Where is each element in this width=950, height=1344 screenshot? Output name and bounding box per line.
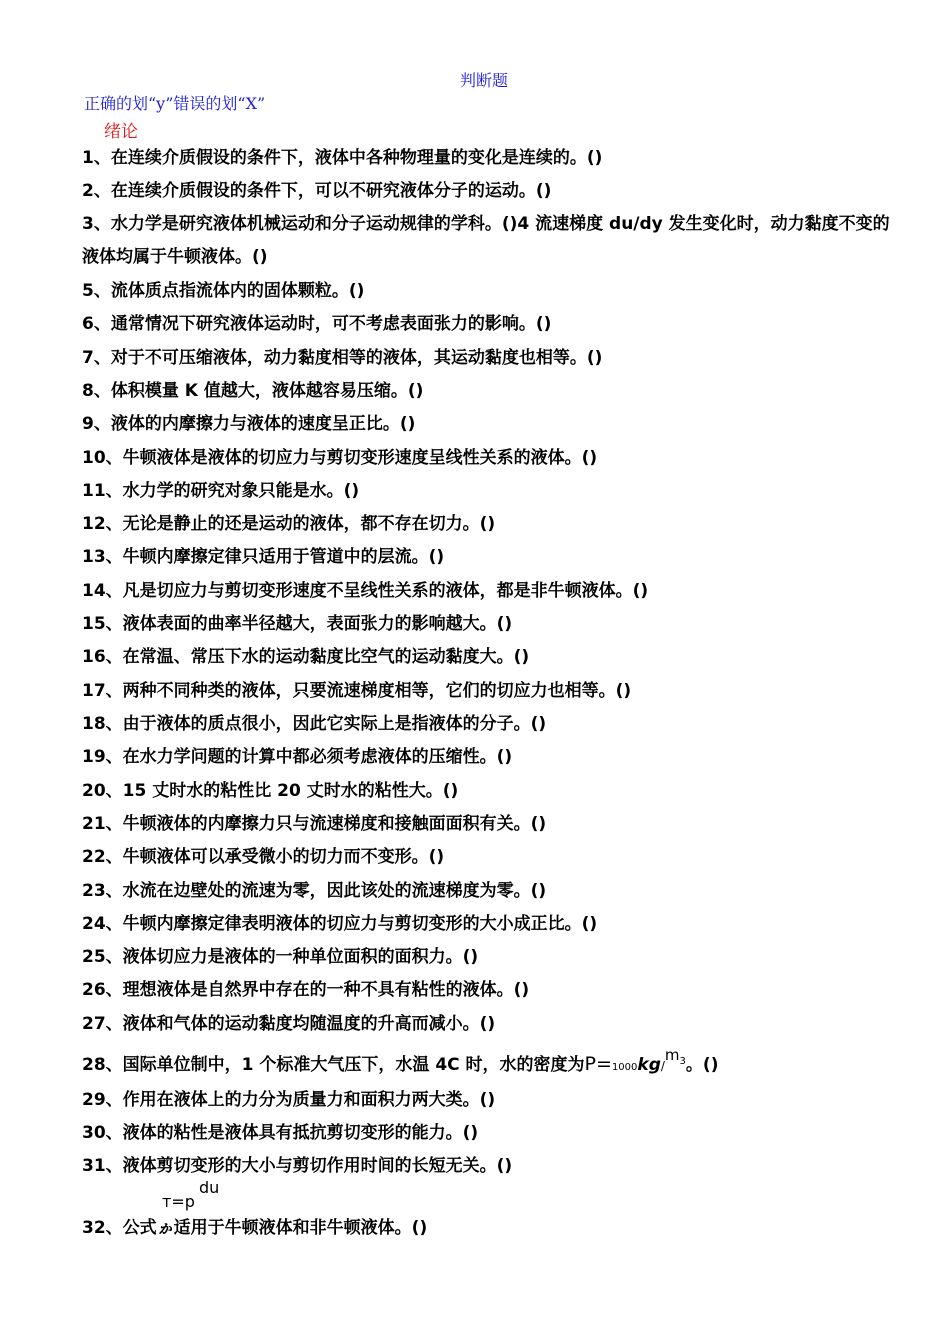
unit-exponent: 3: [679, 1056, 686, 1067]
question-15: 15、液体表面的曲率半径越大，表面张力的影响越大。(): [82, 614, 513, 634]
question-32-formula-glyph: ゕ: [156, 1218, 174, 1238]
question-11: 11、水力学的研究对象只能是水。(): [82, 481, 360, 501]
question-29: 29、作用在液体上的力分为质量力和面积力两大类。(): [82, 1090, 496, 1110]
question-5: 5、流体质点指流体内的固体颗粒。(): [82, 281, 365, 301]
instruction-text: 正确的划“y”错误的划“X”: [84, 94, 266, 113]
unit-slash: /: [660, 1059, 665, 1073]
question-2: 2、在连续介质假设的条件下，可以不研究液体分子的运动。(): [82, 181, 552, 201]
question-1: 1、在连续介质假设的条件下，液体中各种物理量的变化是连续的。(): [82, 148, 603, 168]
question-23: 23、水流在边壁处的流速为零，因此该处的流速梯度为零。(): [82, 881, 547, 901]
question-6: 6、通常情况下研究液体运动时，可不考虑表面张力的影响。(): [82, 314, 552, 334]
question-27: 27、液体和气体的运动黏度均随温度的升高而减小。(): [82, 1014, 496, 1034]
density-value: 1000: [611, 1062, 638, 1073]
density-symbol: P=: [584, 1053, 612, 1075]
question-16: 16、在常温、常压下水的运动黏度比空气的运动黏度大。(): [82, 647, 530, 667]
question-32-pre: 32、公式: [82, 1218, 157, 1238]
formula-du: du: [199, 1178, 220, 1197]
section-heading: 绪论: [104, 122, 138, 142]
question-25: 25、液体切应力是液体的一种单位面积的面积力。(): [82, 947, 479, 967]
question-10: 10、牛顿液体是液体的切应力与剪切变形速度呈线性关系的液体。(): [82, 448, 598, 468]
question-24: 24、牛顿内摩擦定律表明液体的切应力与剪切变形的大小成正比。(): [82, 914, 598, 934]
question-30: 30、液体的粘性是液体具有抵抗剪切变形的能力。(): [82, 1123, 479, 1143]
question-22: 22、牛顿液体可以承受微小的切力而不变形。(): [82, 847, 445, 867]
question-13: 13、牛顿内摩擦定律只适用于管道中的层流。(): [82, 547, 445, 567]
question-18: 18、由于液体的质点很小，因此它实际上是指液体的分子。(): [82, 714, 547, 734]
question-17: 17、两种不同种类的液体，只要流速梯度相等，它们的切应力也相等。(): [82, 681, 632, 701]
question-32-post: 适用于牛顿液体和非牛顿液体。(): [173, 1218, 428, 1238]
question-26: 26、理想液体是自然界中存在的一种不具有粘性的液体。(): [82, 980, 530, 1000]
question-20: 20、15 丈时水的粘性比 20 丈时水的粘性大。(): [82, 781, 459, 801]
question-28-text: 28、国际单位制中，1 个标准大气压下，水温 4C 时，水的密度为: [82, 1055, 585, 1075]
question-28: [82, 1046, 902, 1079]
question-3-4: 3、水力学是研究液体机械运动和分子运动规律的学科。()4 流速梯度 du/dy 发生变化时，动力黏度不变的液体均属于牛顿液体。(): [82, 214, 890, 267]
question-28-tail: 。(): [685, 1055, 719, 1075]
question-14: 14、凡是切应力与剪切变形速度不呈线性关系的液体，都是非牛顿液体。(): [82, 581, 649, 601]
density-unit: kg: [637, 1055, 661, 1075]
question-32: [82, 1217, 902, 1239]
question-7: 7、对于不可压缩液体，动力黏度相等的液体，其运动黏度也相等。(): [82, 348, 603, 368]
question-12: 12、无论是静止的还是运动的液体，都不存在切力。(): [82, 514, 496, 534]
unit-meter: m: [664, 1046, 680, 1064]
question-31: 31、液体剪切变形的大小与剪切作用时间的长短无关。(): [82, 1156, 513, 1176]
question-19: 19、在水力学问题的计算中都必须考虑液体的压缩性。(): [82, 747, 513, 767]
question-9: 9、液体的内摩擦力与液体的速度呈正比。(): [82, 414, 416, 434]
question-8: 8、体积模量 K 值越大，液体越容易压缩。(): [82, 381, 424, 401]
formula-tau-mu: т=р: [162, 1192, 195, 1211]
page-title: 判断题: [460, 71, 509, 90]
question-21: 21、牛顿液体的内摩擦力只与流速梯度和接触面面积有关。(): [82, 814, 547, 834]
